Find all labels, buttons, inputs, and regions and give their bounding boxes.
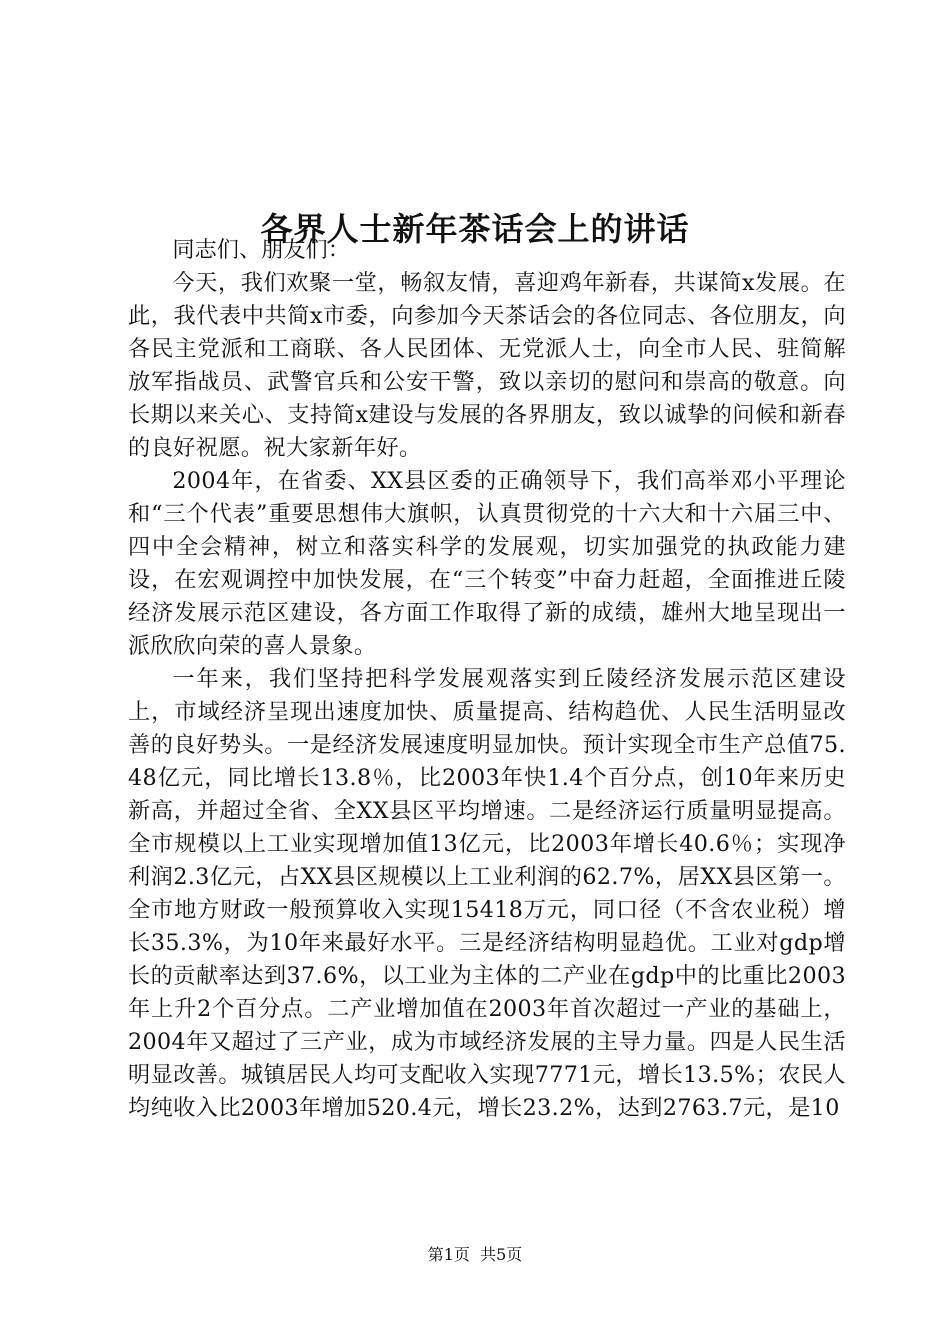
- paragraph-economic-results: 一年来，我们坚持把科学发展观落实到丘陵经济发展示范区建设上，市域经济呈现出速度加快、质量提高、结构趋优、人民生活明显改善的良好势头。一是经济发展速度明显加快。预计实现全市生产总值75.48亿元，同比增长13.8％，比2003年快1.4个百分点，创10年来历史新高，并超过全省、全XX县区平均增速。二是经济运行质量明显提高。全市规模以上工业实现增加值13亿元，比2003年增长40.6％；实现净利润2.3亿元，占XX县区规模以上工业利润的62.7%，居XX县区第一。全市地方财政一般预算收入实现15418万元，同口径（不含农业税）增长35.3%，为10年来最好水平。三是经济结构明显趋优。工业对gdp增长的贡献率达到37.6%，以工业为主体的二产业在gdp中的比重比2003年上升2个百分点。二产业增加值在2003年首次超过一产业的基础上，2004年又超过了三产业，成为市域经济发展的主导力量。四是人民生活明显改善。城镇居民人均可支配收入实现7771元，增长13.5%；农民人均纯收入比2003年增加520.4元，增长23.2%，达到2763.7元，是10: [128, 666, 846, 1121]
- document-body: [128, 234, 846, 1125]
- paragraph-2004-review: 2004年，在省委、XX县区委的正确领导下，我们高举邓小平理论和“三个代表”重要思想伟大旗帜，认真贯彻党的十六大和十六届三中、四中全会精神，树立和落实科学的发展观，切实加强党的执政能力建设，在宏观调控中加快发展，在“三个转变”中奋力赶超，全面推进丘陵经济发展示范区建设，各方面工作取得了新的成绩，雄州大地呈现出一派欣欣向荣的喜人景象。: [128, 468, 846, 659]
- page-number: 第1页: [427, 1245, 470, 1264]
- page-total: 共5页: [480, 1245, 523, 1264]
- footer-spacer: [470, 1245, 480, 1264]
- page-footer: [0, 1244, 950, 1266]
- salutation: 同志们、朋友们：: [172, 237, 350, 263]
- paragraph-greeting: 今天，我们欢聚一堂，畅叙友情，喜迎鸡年新春，共谋简x发展。在此，我代表中共简x市委，向参加今天茶话会的各位同志、各位朋友，向各民主党派和工商联、各人民团体、无党派人士，向全市人民、驻简解放军指战员、武警官兵和公安干警，致以亲切的慰问和崇高的敬意。向长期以来关心、支持简x建设与发展的各界朋友，致以诚挚的问候和新春的良好祝愿。祝大家新年好。: [128, 270, 846, 461]
- document-title: 各界人士新年茶话会上的讲话: [260, 210, 690, 249]
